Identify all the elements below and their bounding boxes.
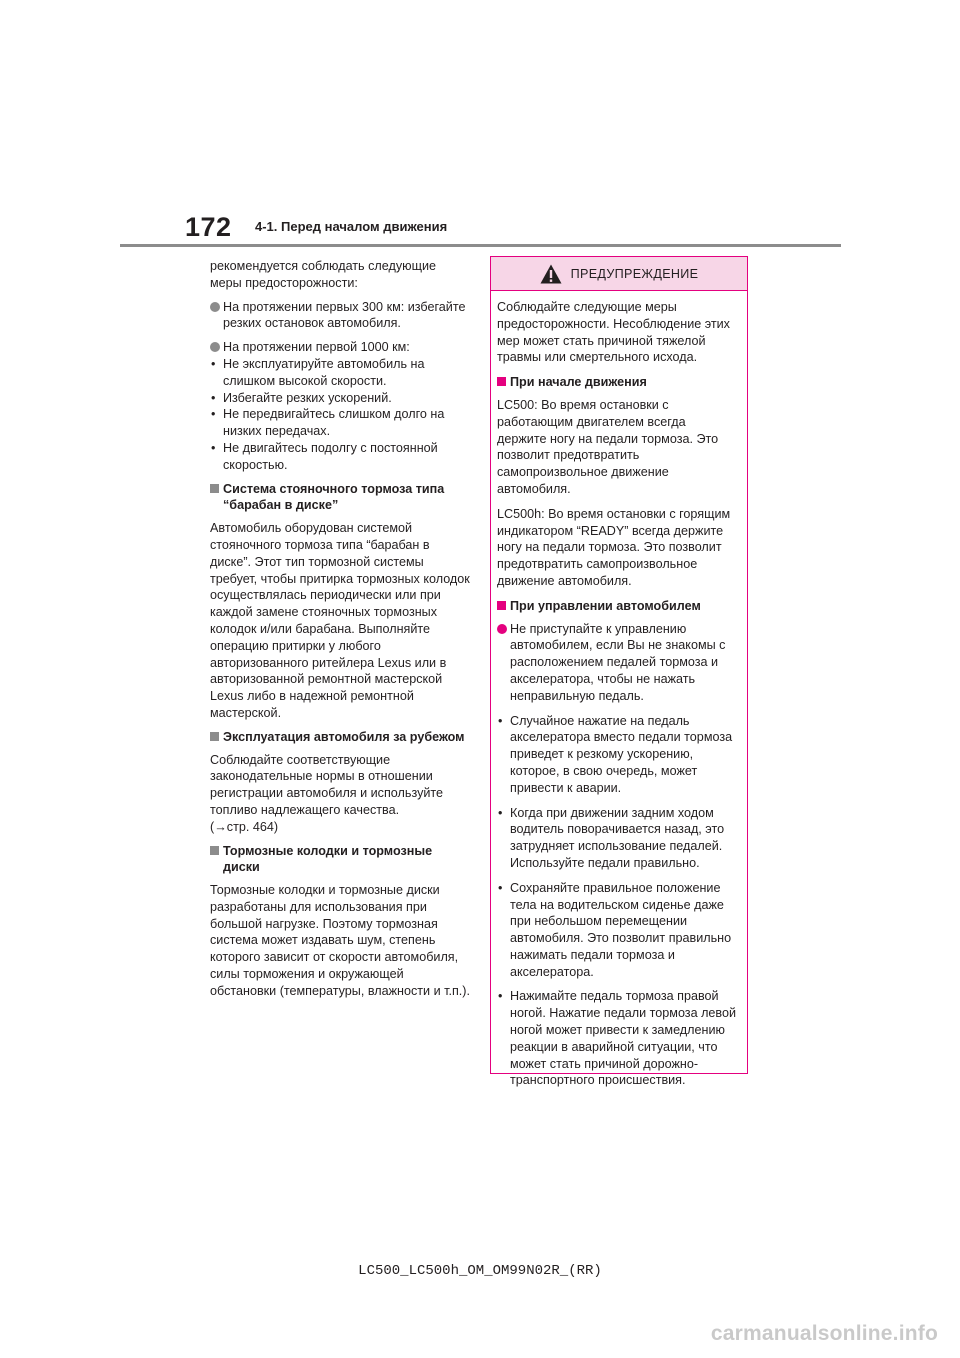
warning-title: ПРЕДУПРЕЖДЕНИЕ: [570, 266, 699, 281]
driving-item: [497, 621, 737, 705]
watermark: carmanualsonline.info: [710, 1322, 938, 1345]
heading-brake-pads: [210, 843, 470, 877]
break-in-text-1: На протяжении первых 300 км: избегайте резких остановок автомобиля.: [223, 299, 466, 331]
warning-intro: Соблюдайте следующие меры предосторожности. Несоблюдение этих мер может стать причиной тяжелой травмы или смертельного исхода.: [497, 300, 730, 365]
break-in-bullet: • Не эксплуатируйте автомобиль на слишком высокой скорости.: [210, 356, 470, 390]
header-rule: [120, 244, 841, 247]
square-bullet-icon: [210, 484, 219, 493]
square-bullet-icon: [210, 732, 219, 741]
drum-brake-text: Автомобиль оборудован системой стояночного тормоза типа “барабан в диске”. Этот тип тормозной системы требует, чтобы притирка тормозных колодок осуществлялась периодически или при каждой замене стояночных тормозных колодок и/или барабана. Выполняйте операцию притирки у любого авторизованного ритейлера Lexus или в авторизованной ремонтной мастерской Lexus либо в надежной ремонтной мастерской.: [210, 521, 470, 720]
break-in-text-2: На протяжении первой 1000 км:: [223, 340, 410, 355]
abroad-text: Соблюдайте соответствующие законодательные нормы в отношении регистрации автомобиля и используйте топливо надлежащего качества.: [210, 752, 444, 817]
break-in-bullet: • Не передвигайтесь слишком долго на низких передачах.: [210, 406, 470, 440]
driving-bullet: • Сохраняйте правильное положение тела на водительском сиденье даже при небольшом перемещении автомобиля. Это позволит правильно нажимать педали тормоза и акселератора.: [497, 880, 737, 981]
break-in-bullet: • Не двигайтесь подолгу с постоянной скоростью.: [210, 440, 470, 474]
heading-abroad-text: Эксплуатация автомобиля за рубежом: [223, 729, 465, 744]
break-in-bullet: • Избегайте резких ускорений.: [210, 390, 470, 407]
footer-doc-code: LC500_LC500h_OM_OM99N02R_(RR): [358, 1263, 602, 1279]
warning-body: [491, 291, 747, 1089]
break-in-item-2: [210, 339, 470, 473]
warning-box: [490, 256, 748, 1088]
section-title: 4-1. Перед началом движения: [255, 219, 448, 234]
driving-bullet: • Случайное нажатие на педаль акселератора вместо педали тормоза приведет к резкому ускорению, которое, в свою очередь, может привести к аварии.: [497, 713, 737, 797]
square-bullet-icon: [497, 601, 506, 610]
heading-drum-brake: [210, 481, 470, 515]
lc500-text: LC500: Во время остановки с работающим двигателем всегда держите ногу на педали тормоза. Это позволит предотвратить самопроизвольное движение автомобиля.: [497, 397, 719, 496]
warning-triangle-icon: [540, 264, 562, 284]
heading-abroad: [210, 729, 470, 746]
heading-brake-pads-text: Тормозные колодки и тормозные диски: [223, 843, 433, 875]
heading-driving: [497, 598, 737, 615]
square-bullet-icon: [210, 846, 219, 855]
driving-bullet: • Когда при движении задним ходом водитель поворачивается назад, это затрудняет использование педалей. Используйте педали правильно.: [497, 805, 737, 872]
heading-driving-text: При управлении автомобилем: [510, 598, 701, 613]
lc500h-text: LC500h: Во время остановки с горящим индикатором “READY” всегда держите ногу на педали тормоза. Это позволит предотвратить самопроизвольное движение автомобиля.: [497, 506, 731, 588]
heading-start-driving-text: При начале движения: [510, 375, 647, 390]
circle-bullet-icon: [210, 302, 220, 312]
brake-pads-text: Тормозные колодки и тормозные диски разработаны для использования при большой нагрузке. Поэтому тормозная система может издавать шум, степень которого зависит от скорости автомобиля, силы торможения и окружающей обстановки (температуры, влажности и т.п.).: [210, 883, 471, 998]
heading-drum-brake-text: Система стояночного тормоза типа “барабан в диске”: [223, 481, 445, 513]
intro-text: рекомендуется соблюдать следующие меры предосторожности:: [210, 259, 436, 290]
abroad-page-ref: (→стр. 464): [210, 819, 279, 834]
left-column: [210, 258, 470, 1007]
driving-bullet: • Нажимайте педаль тормоза правой ногой. Нажатие педали тормоза левой ногой может привести к замедлению реакции в аварийной ситуации, что может стать причиной дорожно-транспортного происшествия.: [497, 988, 737, 1089]
circle-bullet-icon: [497, 624, 507, 634]
square-bullet-icon: [497, 377, 506, 386]
warning-header: [491, 257, 747, 291]
heading-start-driving: [497, 374, 737, 391]
circle-bullet-icon: [210, 342, 220, 352]
page-number: 172: [185, 212, 232, 242]
break-in-item-1: [210, 299, 470, 333]
driving-item-text: Не приступайте к управлению автомобилем, если Вы не знакомы с расположением педалей тормоза и акселератора, чтобы не нажать неправильную педаль.: [510, 621, 726, 703]
